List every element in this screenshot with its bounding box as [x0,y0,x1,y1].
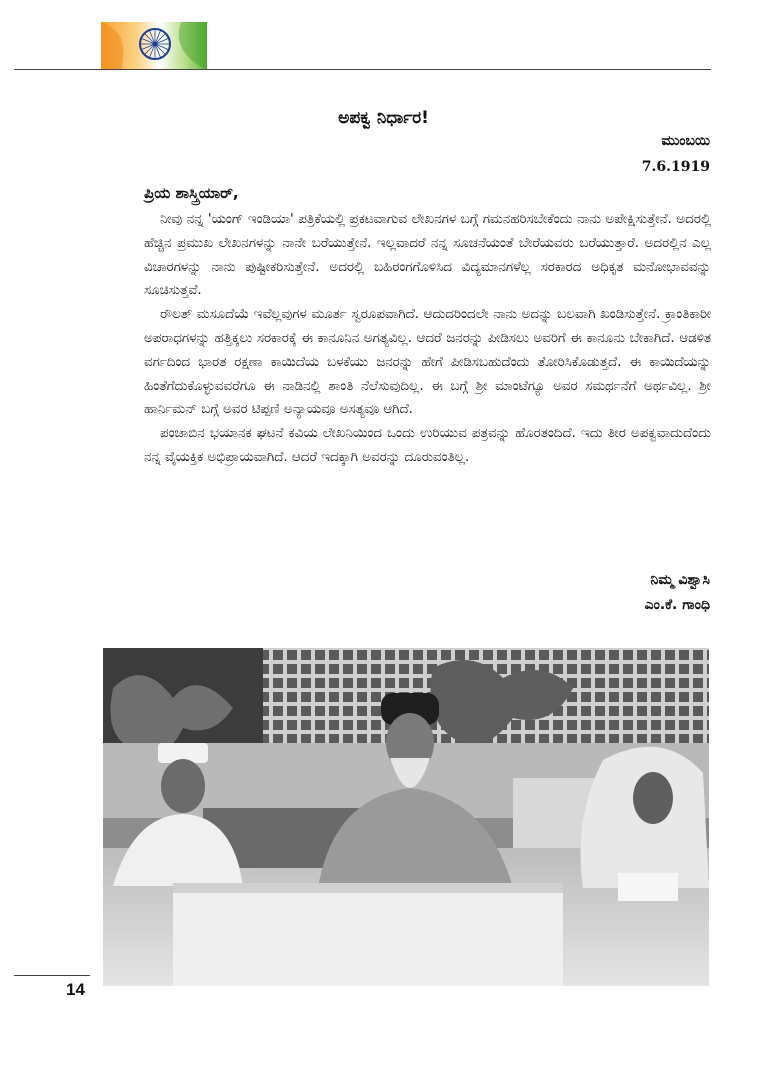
letter-paragraph: ಪಂಜಾಬಿನ ಭಯಾನಕ ಘಟನೆ ಕವಿಯ ಲೇಖನಿಯಿಂದ ಒಂದು ಉರಿಯುವ ಪತ್ರವನ್ನು ಹೊರತಂದಿದೆ. ಇದು ತೀರ ಅಪಕ್ವವಾದುದೆಂದು ನನ್ನ ವೈಯಕ್ತಿಕ ಅಭಿಪ್ರಾಯವಾಗಿದೆ. ಆದರೆ ಇದಕ್ಕಾಗಿ ಅವರನ್ನು ದೂರುವಂತಿಲ್ಲ. [144,426,711,465]
historical-group-photo [103,648,709,986]
letter-salutation: ಪ್ರಿಯ ಶಾಸ್ತ್ರಿಯಾರ್, [144,184,239,202]
letter-paragraph: ನೀವು ನನ್ನ 'ಯಂಗ್ ಇಂಡಿಯಾ' ಪತ್ರಿಕೆಯಲ್ಲಿ ಪ್ರಕಟವಾಗುವ ಲೇಖನಗಳ ಬಗ್ಗೆ ಗಮನಹರಿಸಬೇಕೆಂದು ನಾನು ಅಪೇಕ್ಷಿಸುತ್ತೇನೆ. ಅದರಲ್ಲಿ ಹೆಚ್ಚಿನ ಪ್ರಮುಖ ಲೇಖನಗಳನ್ನು ನಾನೇ ಬರೆಯುತ್ತೇನೆ. ಇಲ್ಲವಾದರೆ ನನ್ನ ಸೂಚನೆಯಂತೆ ಬೇರೆಯವರು ಬರೆಯುತ್ತಾರೆ. ಅದರಲ್ಲಿನ ಎಲ್ಲ ವಿಚಾರಗಳನ್ನು ನಾನು ಪುಷ್ಟೀಕರಿಸುತ್ತೇನೆ. ಅದರಲ್ಲಿ ಬಹಿರಂಗಗೊಳಿಸಿದ ವಿದ್ಯಮಾನಗಳೆಲ್ಲ ಸರಕಾರದ ಅಧಿಕೃತ ಮನೋಭಾವವನ್ನು ಸೂಚಿಸುತ್ತವೆ. [144,212,711,299]
letter-paragraph: ರೌಲತ್ ಮಸೂದೆಯೆ ಇವೆಲ್ಲವುಗಳ ಮೂರ್ತ ಸ್ವರೂಪವಾಗಿದೆ. ಆದುದರಿಂದಲೇ ನಾನು ಅದನ್ನು ಬಲವಾಗಿ ಖಂಡಿಸುತ್ತೇನೆ. ಕ್ರಾಂತಿಕಾರೀ ಅಪರಾಧಗಳನ್ನು ಹತ್ತಿಕ್ಕಲು ಸರಕಾರಕ್ಕೆ ಈ ಕಾನೂನಿನ ಅಗತ್ಯವಿಲ್ಲ. ಆದರೆ ಜನರನ್ನು ಪೀಡಿಸಲು ಅವರಿಗೆ ಈ ಕಾನೂನು ಬೇಕಾಗಿದೆ. ಆಡಳಿತ ವರ್ಗದಿಂದ ಭಾರತ ರಕ್ಷಣಾ ಕಾಯಿದೆಯ ಬಳಕೆಯು ಜನರನ್ನು ಹೇಗೆ ಪೀಡಿಸಬಹುದೆಂದು ತೋರಿಸಿಕೊಡುತ್ತದೆ. ಈ ಕಾಯಿದೆಯನ್ನು ಹಿಂತೆಗೆದುಕೊಳ್ಳುವವರೆಗೂ ಈ ನಾಡಿನಲ್ಲಿ ಶಾಂತಿ ನೆಲೆಸುವುದಿಲ್ಲ. ಈ ಬಗ್ಗೆ ಶ್ರೀ ಮಾಂಟೆಗ್ಯೂ ಅವರ ಸಮರ್ಥನೆಗೆ ಅರ್ಥವಿಲ್ಲ. ಶ್ರೀ ಹಾರ್ನಿಮನ್ ಬಗ್ಗೆ ಅವರ ಟಿಪ್ಪಣಿ ಅನ್ಯಾಯವೂ ಅಸತ್ಯವೂ ಆಗಿದೆ. [144,307,711,418]
letter-closing-block [645,568,710,618]
letter-body [144,208,711,470]
footer-divider [14,975,90,976]
ashoka-chakra-tricolor-icon [101,22,207,70]
header-divider [14,69,711,70]
letter-signature: ಎಂ.ಕೆ. ಗಾಂಧಿ [644,597,710,613]
letter-date: 7.6.1919 [641,159,710,175]
tricolor-chakra-logo [101,22,207,70]
historical-photo [103,648,709,986]
letter-title: ಅಪಕ್ವ ನಿರ್ಧಾರ! [338,108,429,128]
letter-closing: ನಿಮ್ಮ ವಿಶ್ವಾಸಿ [650,572,710,588]
page-number: 14 [66,980,85,999]
letter-place: ಮುಂಬಯಿ [661,133,710,149]
